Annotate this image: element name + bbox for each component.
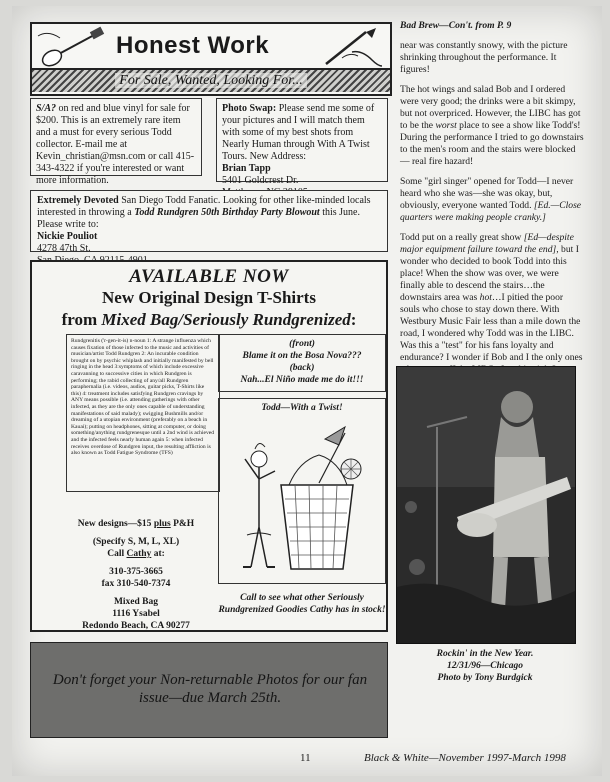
- order-information: [50, 518, 222, 632]
- ad-body: on red and blue vinyl for sale for $200. This is an extremely rare item and a must for every serious Todd collector. E-mail me at Kevin_christian@msn.com or call 415-343-4322 if you're interested or want more information.: [36, 103, 195, 186]
- back-slogan: Nah...El Niño made me do it!!!: [240, 375, 364, 385]
- tshirt-subheadline: New Original Design T-Shirts: [102, 288, 316, 307]
- article-paragraph: The hot wings and salad Bob and I ordered were very good; the drinks were a bit skimpy, but not overpriced. However, the LIBC has got to be the worst place to see a show like Todd's! During the performance I tried to go downstairs to the men's room and the stairs were blocked— real fire hazard!: [400, 84, 584, 167]
- tshirt-source: from Mixed Bag/Seriously Rundgrenized:: [61, 310, 357, 329]
- call-line: Call Cathy at:: [107, 549, 165, 559]
- tshirt-advertisement: [30, 260, 388, 632]
- contact-name: Nickie Pouliot: [37, 231, 98, 242]
- page-title: Honest Work: [116, 32, 270, 59]
- article-paragraph: near was constantly snowy, with the picture shrinking throughout the performance. It figures!: [400, 40, 568, 75]
- continued-heading: Bad Brew—Con't. from P. 9: [400, 20, 512, 31]
- fax-number: fax 310-540-7374: [101, 579, 171, 589]
- goodies-note: Call to see what other Seriously Rundgrenized Goodies Cathy has in stock!: [218, 593, 386, 615]
- business-name: Mixed Bag: [113, 597, 159, 607]
- contact-address-line1: 4278 47th St.: [37, 243, 91, 254]
- business-address-line1: 1116 Ysabel: [112, 609, 160, 619]
- back-label: (back): [289, 363, 315, 373]
- concert-photo: [396, 366, 576, 644]
- photo-caption: Rockin' in the New Year. 12/31/96—Chicago Photo by Tony Burdgick: [436, 649, 534, 683]
- ad-photo-swap: [216, 98, 388, 186]
- ad-birthday-party: [30, 190, 388, 252]
- ad-body-end: this June. Please write to:: [37, 207, 360, 230]
- size-note: (Specify S, M, L, XL): [92, 537, 180, 547]
- publication-footer: Black & White—November 1997-March 1998: [364, 752, 566, 764]
- article-paragraph: Some "girl singer" opened for Todd—I never heard who she was—she was okay, but, obviously, everyone wanted Todd. [Ed.—Close quarters were making people cranky.]: [400, 176, 582, 223]
- contact-name: Brian Tapp: [222, 163, 271, 174]
- price-line: New designs—$15 plus P&H: [77, 519, 195, 529]
- cocktail-glass-illustration: [229, 419, 377, 579]
- banner-text: Don't forget your Non-returnable Photos for our fan issue—due March 25th.: [52, 672, 368, 706]
- ad-body: San Diego Todd Fanatic. Looking for other like-minded locals interested in throwing a: [37, 195, 371, 218]
- twist-title: Todd—With a Twist!: [261, 403, 343, 413]
- pen-hand-icon: [322, 26, 384, 68]
- tshirt-headline: AVAILABLE NOW: [129, 266, 289, 287]
- front-label: (front): [289, 339, 315, 349]
- ad-lead: Extremely Devoted: [37, 195, 119, 206]
- article-column: [400, 20, 584, 404]
- business-address-line2: Redondo Beach, CA 90277: [82, 621, 190, 631]
- header-title-band: [32, 24, 390, 70]
- rundgrenitis-definition: Rundgrenitis ('r-gen-it-is) n-noun 1: A strange influenza which causes fixation of those infected to the music and activities of musician/artist Todd Rundgren 2: An incurable condition brought on by psychic whiplash and initially manifested by bell ringing in the head 3:symptoms of which include excessive caravanning to successive cities in which Rundgren is performing; the rabid collecting of any/all Rundgren paraphernalia (i.e. videos, audios, guitar picks, T-Shirts like this) 4: treatment includes satisfying Rundgren cravings by ANY means possible (i.e. attending gatherings with other infected, as they are the only ones capable of understanding manifestations of said malady); swigging Bushmills and/or dreaming of a utopian environment (preferably on a beach in Kauai); putting on headphones, sitting at computer, or doing something/anything rundgrenesque until a 2nd wind is achieved and the infected feels nearly human again 5: when infected receives overdose of Rundgren input, the resulting affliction is also known as Todd Fatigue Syndrome (TFS): [66, 334, 220, 492]
- twist-design-box: [218, 398, 386, 584]
- event-name: Todd Rundgren 50th Birthday Party Blowout: [134, 207, 320, 218]
- honest-work-header: [30, 22, 392, 96]
- article-paragraph: Todd put on a really great show [Ed—despite major equipment failure toward the end], but I wonder who decided to book Todd into this place! When the show was over, we were finally able to descend the stairs…the downstairs area was hot…I pitied the poor souls who chose to stay down there. With Westbury Music Fair less than a mile down the road, I wondered why Todd was in the LIBC. Was this a "test" for his fans loyalty and endurance? I wonder if Bob and I the only ones: [400, 232, 583, 363]
- front-slogan: Blame it on the Bosa Nova???: [242, 351, 362, 361]
- guitar-icon: [36, 26, 106, 68]
- ad-lead: Photo Swap:: [222, 103, 277, 114]
- phone-number: 310-375-3665: [109, 567, 163, 577]
- header-subtitle: For Sale, Wanted, Looking For...: [32, 70, 390, 92]
- photos-deadline-banner: [30, 642, 388, 738]
- ad-vinyl-for-sale: [30, 98, 202, 186]
- contact-address-line1: 5401 Goldcrest Dr.: [222, 175, 299, 186]
- ad-body: Please send me some of your pictures and I will match them with some of my best shots from Nearly Human through With A Twist Tours. New Address:: [222, 103, 375, 162]
- ad-lead: S/A?: [36, 103, 57, 114]
- page-number: 11: [300, 752, 311, 764]
- shirt-slogans: [218, 334, 386, 392]
